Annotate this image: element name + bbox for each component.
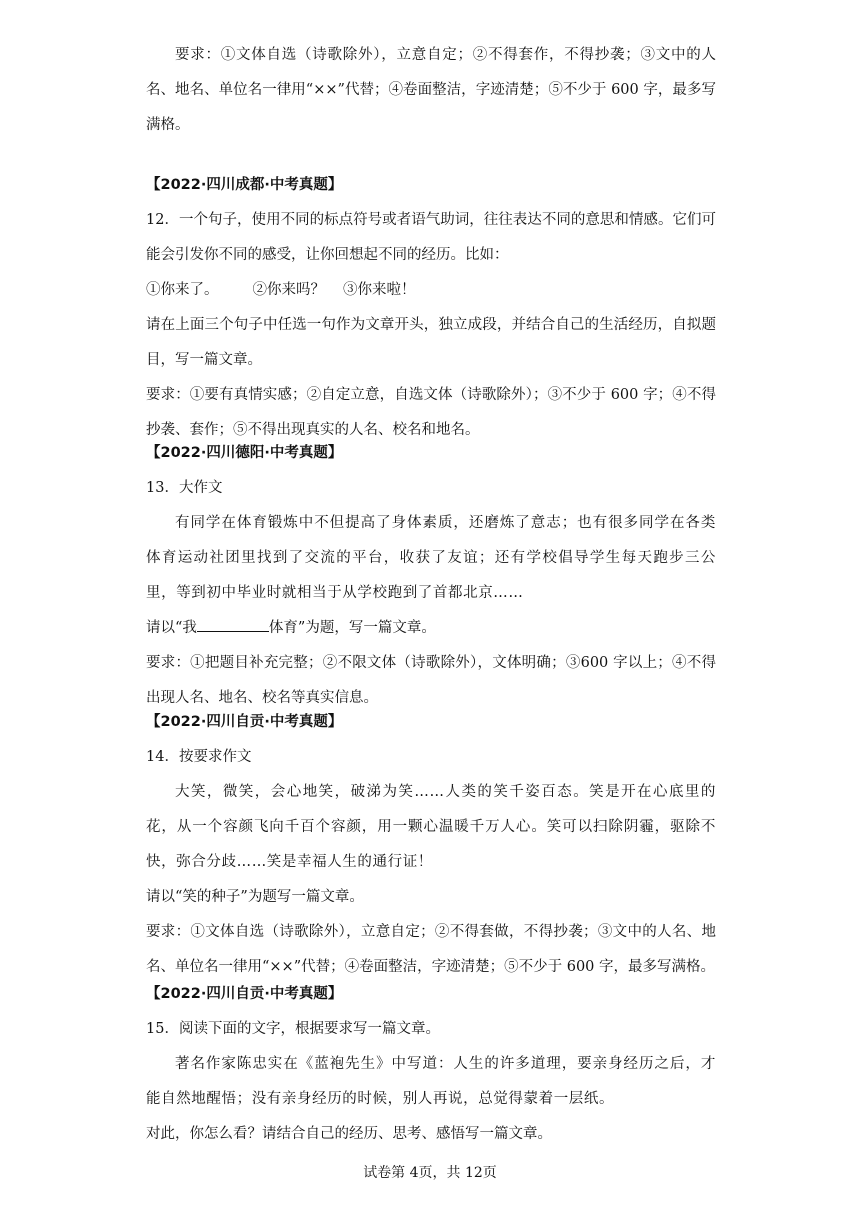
q15-block bbox=[146, 977, 716, 1152]
q11-requirements-block bbox=[146, 38, 716, 143]
q12-option-1: ①你来了。 bbox=[146, 282, 219, 298]
q15-material: 著名作家陈忠实在《蓝袍先生》中写道：人生的许多道理，要亲身经历之后，才能自然地醒悟；没有亲身经历的时候，别人再说，总觉得蒙着一层纸。 bbox=[146, 1056, 716, 1107]
q13-source-header: 【2022·四川德阳·中考真题】 bbox=[146, 445, 343, 461]
q11-requirements: 要求：①文体自选（诗歌除外），立意自定；②不得套作，不得抄袭；③文中的人名、地名、单位名一律用“××”代替；④卷面整洁，字迹清楚；⑤不少于 600 字，最多写满格。 bbox=[146, 47, 716, 133]
q12-option-3: ③你来啦！ bbox=[343, 282, 416, 298]
page-footer: 试卷第 4页，共 12页 bbox=[363, 1165, 497, 1181]
q13-task-prefix: 请以“我 bbox=[146, 620, 197, 636]
q13-requirements: 要求：①把题目补充完整；②不限文体（诗歌除外），文体明确；③600 字以上；④不得出现人名、地名、校名等真实信息。 bbox=[146, 655, 716, 706]
q14-requirements: 要求：①文体自选（诗歌除外），立意自定；②不得套做，不得抄袭；③文中的人名、地名、单位名一律用“××”代替；④卷面整洁，字迹清楚；⑤不少于 600 字，最多写满格。 bbox=[146, 924, 716, 975]
q14-task: 请以“笑的种子”为题写一篇文章。 bbox=[146, 889, 364, 905]
q12-options bbox=[146, 273, 716, 308]
q13-block bbox=[146, 436, 716, 716]
q12-source-header: 【2022·四川成都·中考真题】 bbox=[146, 177, 343, 193]
q12-requirements: 要求：①要有真情实感；②自定立意，自选文体（诗歌除外）；③不少于 600 字；④不得抄袭、套作；⑤不得出现真实的人名、校名和地名。 bbox=[146, 387, 716, 438]
q15-source-header: 【2022·四川自贡·中考真题】 bbox=[146, 986, 343, 1002]
q13-material: 有同学在体育锻炼中不但提高了身体素质，还磨炼了意志；也有很多同学在各类体育运动社团里找到了交流的平台，收获了友谊；还有学校倡导学生每天跑步三公里，等到初中毕业时就相当于从学校跑到了首都北京…… bbox=[146, 515, 716, 601]
q14-material: 大笑，微笑，会心地笑，破涕为笑……人类的笑千姿百态。笑是开在心底里的花，从一个容颜飞向千百个容颜，用一颗心温暖千万人心。笑可以扫除阴霾，驱除不快，弥合分歧……笑是幸福人生的通行证！ bbox=[146, 784, 716, 870]
q13-stem: 13．大作文 bbox=[146, 480, 223, 496]
q12-stem: 12．一个句子，使用不同的标点符号或者语气助词，往往表达不同的意思和情感。它们可能会引发你不同的感受，让你回想起不同的经历。比如： bbox=[146, 212, 716, 263]
q12-option-2: ②你来吗？ bbox=[252, 282, 325, 298]
q14-source-header: 【2022·四川自贡·中考真题】 bbox=[146, 714, 343, 730]
q14-block bbox=[146, 705, 716, 985]
q15-task: 对此，你怎么看？请结合自己的经历、思考、感悟写一篇文章。 bbox=[146, 1126, 552, 1142]
q12-block bbox=[146, 168, 716, 448]
q12-task: 请在上面三个句子中任选一句作为文章开头，独立成段，并结合自己的生活经历，自拟题目，写一篇文章。 bbox=[146, 317, 716, 368]
q13-title-blank bbox=[197, 617, 269, 632]
q15-stem: 15．阅读下面的文字，根据要求写一篇文章。 bbox=[146, 1021, 440, 1037]
q13-task-suffix: 体育”为题，写一篇文章。 bbox=[268, 620, 436, 636]
q14-stem: 14．按要求作文 bbox=[146, 749, 252, 765]
q13-task bbox=[146, 611, 716, 646]
